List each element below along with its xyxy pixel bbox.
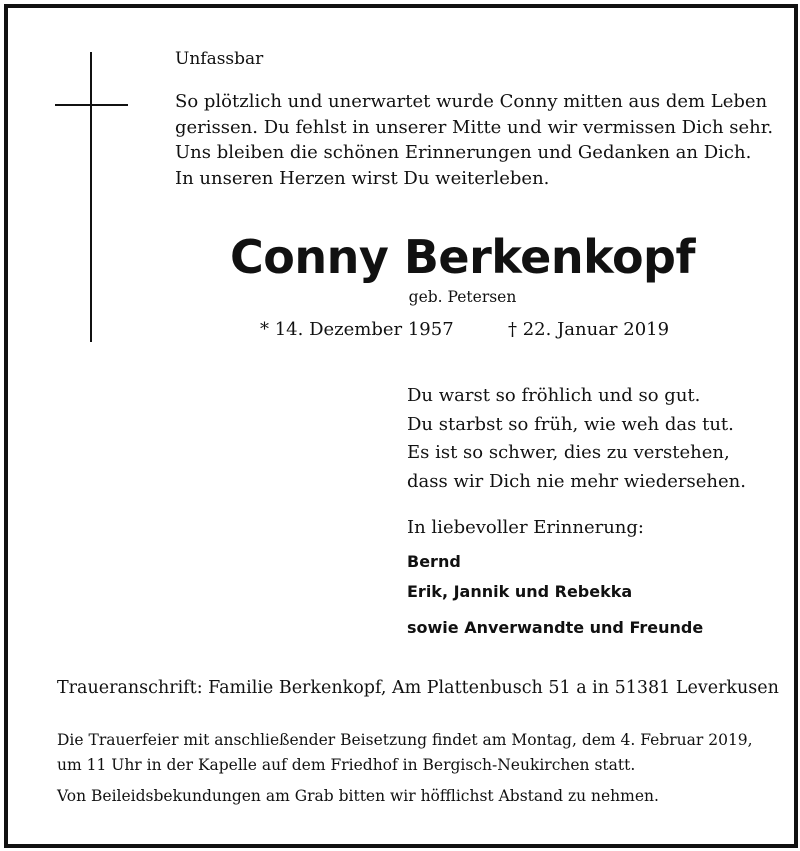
death-date: † 22. Januar 2019 bbox=[508, 319, 670, 340]
intro-line: Uns bleiben die schönen Erinnerungen und Gedanken an Dich. bbox=[175, 142, 752, 163]
mourning-address: Traueranschrift: Familie Berkenkopf, Am Plattenbusch 51 a in 51381 Leverkusen bbox=[57, 678, 779, 698]
poem bbox=[407, 382, 746, 496]
service-line: Die Trauerfeier mit anschließender Beisetzung findet am Montag, dem 4. Februar 2019, bbox=[57, 731, 753, 749]
memory-label: In liebevoller Erinnerung: bbox=[407, 517, 644, 538]
mourner-name: sowie Anverwandte und Freunde bbox=[407, 618, 704, 637]
cross-icon-bar bbox=[55, 104, 128, 106]
poem-line: Du starbst so früh, wie weh das tut. bbox=[407, 413, 734, 435]
intro-line: So plötzlich und unerwartet wurde Conny mitten aus dem Leben bbox=[175, 91, 768, 112]
poem-line: Du warst so fröhlich und so gut. bbox=[407, 385, 701, 406]
mourner-name: Erik, Jannik und Rebekka bbox=[407, 582, 633, 601]
intro-heading: Unfassbar bbox=[175, 49, 264, 69]
mourners-list bbox=[407, 549, 703, 645]
condolence-note: Von Beileidsbekundungen am Grab bitten wir höfflichst Abstand zu nehmen. bbox=[57, 787, 659, 805]
funeral-service-info bbox=[57, 728, 753, 778]
service-line: um 11 Uhr in der Kapelle auf dem Friedhof in Bergisch-Neukirchen statt. bbox=[57, 756, 636, 774]
maiden-name: geb. Petersen bbox=[408, 288, 517, 306]
deceased-name: Conny Berkenkopf bbox=[229, 230, 695, 284]
intro-paragraph bbox=[175, 89, 774, 191]
poem-line: Es ist so schwer, dies zu verstehen, bbox=[407, 442, 730, 464]
intro-line: gerissen. Du fehlst in unserer Mitte und wir vermissen Dich sehr. bbox=[175, 116, 774, 138]
poem-line: dass wir Dich nie mehr wiedersehen. bbox=[407, 470, 746, 492]
birth-date: * 14. Dezember 1957 bbox=[260, 319, 454, 340]
mourner-name: Bernd bbox=[407, 552, 461, 571]
intro-line: In unseren Herzen wirst Du weiterleben. bbox=[175, 167, 550, 189]
